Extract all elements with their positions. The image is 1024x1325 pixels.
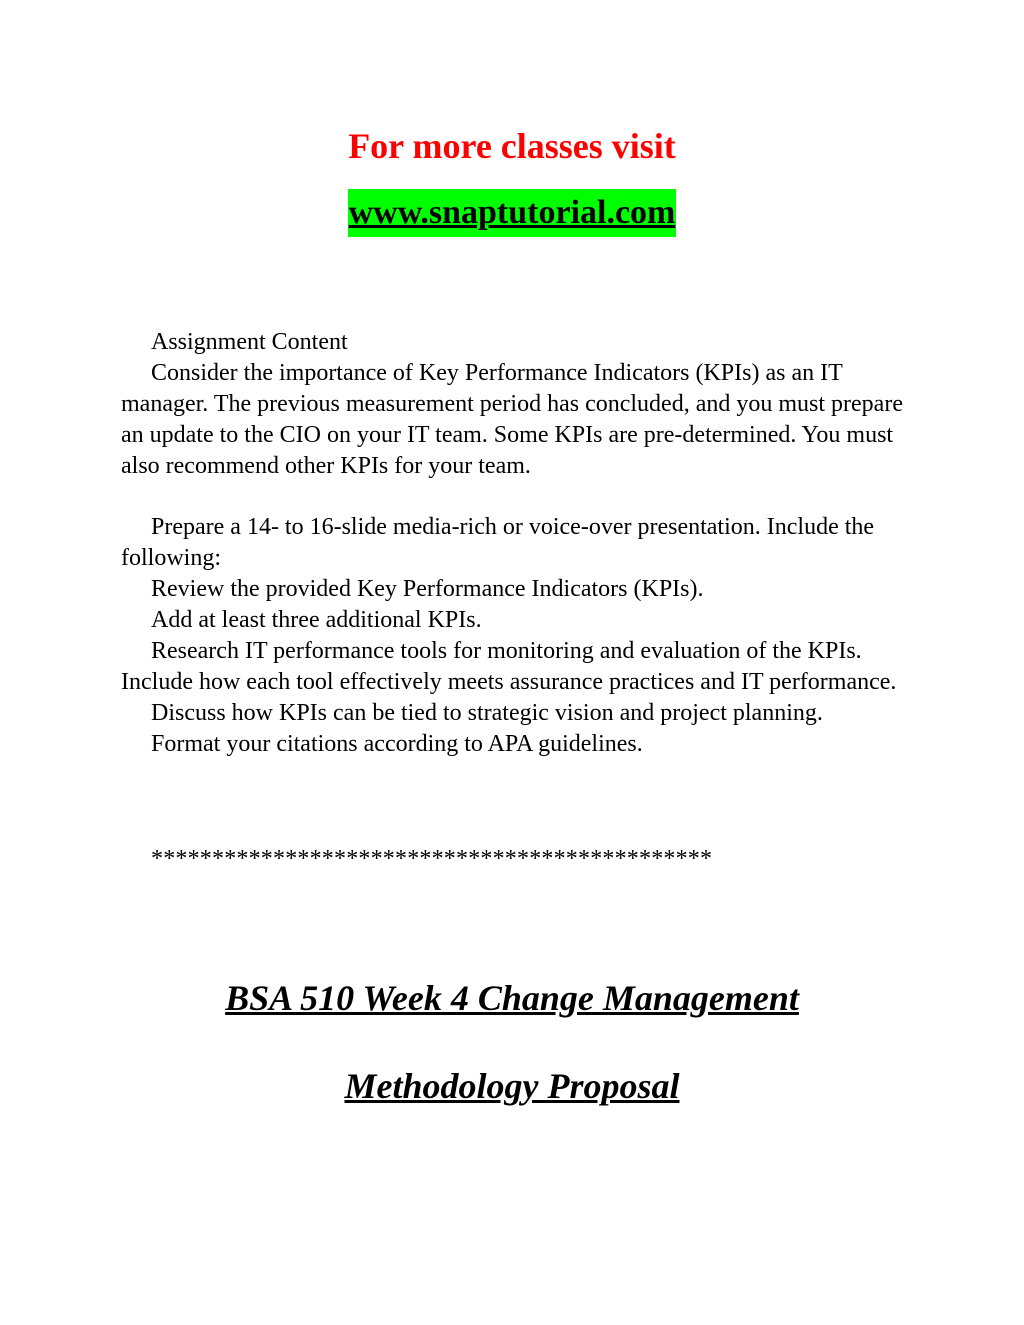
assignment-item: Add at least three additional KPIs. [151,607,482,633]
assignment-item: Review the provided Key Performance Indicators (KPIs). [151,576,704,602]
promo-link-container [0,189,1024,237]
assignment-intro: Consider the importance of Key Performance Indicators (KPIs) as an IT manager. The previous measurement period has concluded, and you must prepare an update to the CIO on your IT team. Some KPIs are pre-determined. You must also recommend other KPIs for your team. [121,360,903,479]
assignment-item: Research IT performance tools for monitoring and evaluation of the KPIs. Include how each tool effectively meets assurance practices and IT performance. [121,638,897,695]
next-title-line2: Methodology Proposal [344,1066,680,1106]
assignment-prepare: Prepare a 14- to 16-slide media-rich or voice-over presentation. Include the following: [121,514,875,571]
next-title-line1: BSA 510 Week 4 Change Management [225,978,799,1018]
assignment-instructions-block [121,512,911,760]
assignment-intro-block [121,327,911,482]
assignment-item: Format your citations according to APA guidelines. [151,731,643,757]
promo-heading: For more classes visit [348,126,676,166]
separator-line: ********************************************** [151,846,713,872]
assignment-label: Assignment Content [151,329,348,355]
promo-link[interactable]: www.snaptutorial.com [348,189,677,237]
assignment-item: Discuss how KPIs can be tied to strategic vision and project planning. [151,700,823,726]
